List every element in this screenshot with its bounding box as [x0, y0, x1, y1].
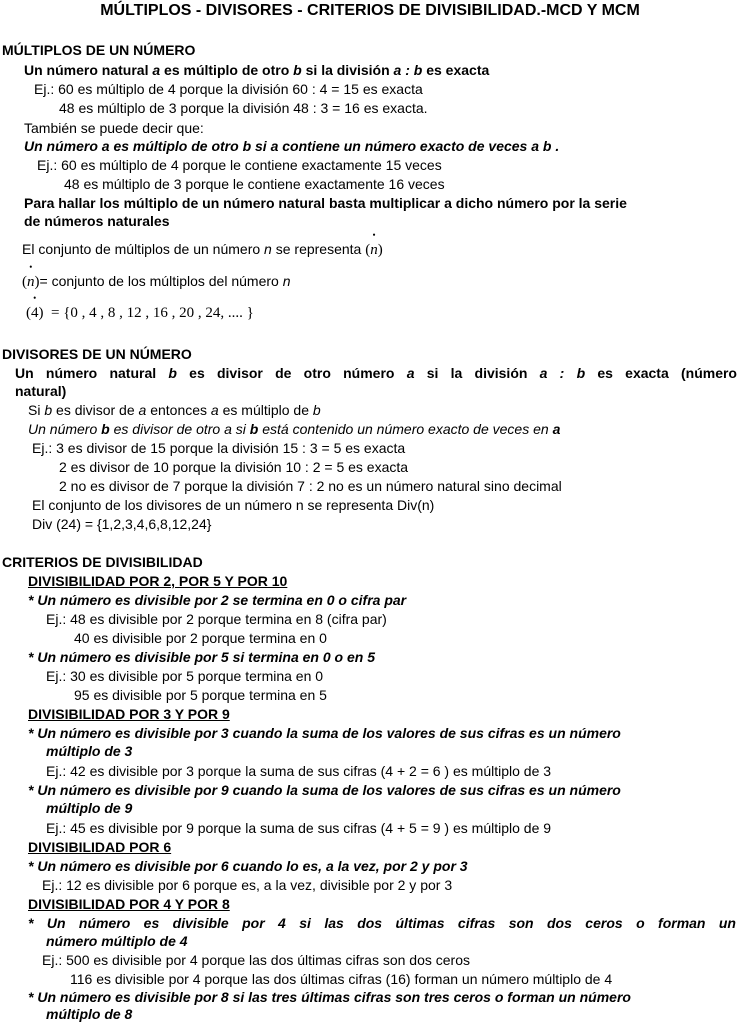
rule-div-6-example: Ej.: 12 es divisible por 6 porque es, a la vez, divisible por 2 y por 3: [42, 877, 453, 893]
rule-div-3-line-2: múltiplo de 3: [46, 743, 133, 759]
rule-div-5-example-1: Ej.: 30 es divisible por 5 porque termina en 0: [46, 668, 324, 684]
divisores-definition-line-1: Un número natural b es divisor de otro número a si la división a : b es exacta (número: [15, 365, 737, 381]
divisores-div24: Div (24) = {1,2,3,4,6,8,12,24}: [32, 516, 212, 532]
multiplos-example-1: Ej.: 60 es múltiplo de 4 porque la división 60 : 4 = 15 es exacta: [34, 81, 423, 97]
rule-div-4-line-2: número múltiplo de 4: [46, 933, 188, 949]
multiplos-set-representation: El conjunto de múltiplos de un número n se representa (• n): [22, 240, 383, 259]
section-heading-criterios: CRITERIOS DE DIVISIBILIDAD: [2, 554, 203, 570]
rule-div-5: * Un número es divisible por 5 si termina en 0 o en 5: [28, 649, 375, 665]
divisores-example-3: 2 no es divisor de 7 porque la división 7 : 2 no es un número natural sino decimal: [59, 478, 562, 494]
multiplos-notation-line: (• n)= conjunto de los múltiplos del número n: [22, 272, 291, 291]
rule-div-4-example-2: 116 es divisible por 4 porque las dos últimas cifras (16) forman un número múltiplo de 4: [70, 971, 613, 987]
rule-div-2: * Un número es divisible por 2 se termina en 0 o cifra par: [28, 592, 407, 608]
rule-div-3-example: Ej.: 42 es divisible por 3 porque la suma de sus cifras (4 + 2 = 6 ) es múltiplo de 3: [46, 763, 552, 779]
rule-div-3-line-1: * Un número es divisible por 3 cuando la suma de los valores de sus cifras es un número: [28, 725, 621, 741]
rule-div-9-line-2: múltiplo de 9: [46, 800, 133, 816]
rule-div-2-example-2: 40 es divisible por 2 porque termina en 0: [74, 630, 327, 646]
dot-notation-symbol: • n: [370, 241, 378, 259]
multiplos-example-4: 48 es múltiplo de 3 porque le contiene exactamente 16 veces: [64, 176, 445, 192]
multiplos-find-rule-1: Para hallar los múltiplo de un número natural basta multiplicar a dicho número por la serie: [24, 195, 627, 211]
subheading-div-2-5-10: DIVISIBILIDAD POR 2, POR 5 Y POR 10: [28, 573, 288, 589]
divisores-set-representation: El conjunto de los divisores de un número n se representa Div(n): [32, 497, 435, 513]
multiplos-of-four-set: (• 4) = {0 , 4 , 8 , 12 , 16 , 20 , 24, .... }: [26, 304, 254, 322]
multiplos-example-2: 48 es múltiplo de 3 porque la división 48 : 3 = 16 es exacta.: [59, 100, 428, 116]
multiplos-definition: Un número natural a es múltiplo de otro b si la división a : b es exacta: [24, 62, 490, 78]
rule-div-2-example-1: Ej.: 48 es divisible por 2 porque termina en 8 (cifra par): [46, 611, 387, 627]
divisores-example-1: Ej.: 3 es divisor de 15 porque la división 15 : 3 = 5 es exacta: [32, 440, 406, 456]
multiplos-example-3: Ej.: 60 es múltiplo de 4 porque le contiene exactamente 15 veces: [37, 157, 442, 173]
subheading-div-6: DIVISIBILIDAD POR 6: [28, 839, 172, 855]
section-heading-divisores: DIVISORES DE UN NÚMERO: [2, 346, 192, 362]
multiplos-also: También se puede decir que:: [24, 120, 204, 136]
divisores-relation: Si b es divisor de a entonces a es múltiplo de b: [28, 402, 321, 418]
rule-div-9-example: Ej.: 45 es divisible por 9 porque la suma de sus cifras (4 + 5 = 9 ) es múltiplo de 9: [46, 820, 552, 836]
divisores-definition-line-2: natural): [15, 383, 67, 399]
subheading-div-4-8: DIVISIBILIDAD POR 4 Y POR 8: [28, 896, 230, 912]
rule-div-8-line-1: * Un número es divisible por 8 si las tres últimas cifras son tres ceros o forman un número: [28, 989, 631, 1005]
rule-div-6: * Un número es divisible por 6 cuando lo es, a la vez, por 2 y por 3: [28, 858, 468, 874]
rule-div-8-line-2: múltiplo de 8: [46, 1006, 133, 1022]
multiplos-find-rule-2: de números naturales: [24, 213, 170, 229]
multiplos-definition-2: Un número a es múltiplo de otro b si a contiene un número exacto de veces a b .: [24, 138, 560, 154]
divisores-contained: Un número b es divisor de otro a si b está contenido un número exacto de veces en a: [28, 421, 561, 437]
rule-div-4-example-1: Ej.: 500 es divisible por 4 porque las dos últimas cifras son dos ceros: [42, 952, 470, 968]
divisores-example-2: 2 es divisor de 10 porque la división 10 : 2 = 5 es exacta: [59, 459, 409, 475]
section-heading-multiplos: MÚLTIPLOS DE UN NÚMERO: [2, 42, 196, 58]
rule-div-5-example-2: 95 es divisible por 5 porque termina en 5: [74, 687, 327, 703]
subheading-div-3-9: DIVISIBILIDAD POR 3 Y POR 9: [28, 706, 230, 722]
rule-div-4-line-1: * Un número es divisible por 4 si las dos últimas cifras son dos ceros o forman un: [28, 915, 736, 931]
rule-div-9-line-1: * Un número es divisible por 9 cuando la suma de los valores de sus cifras es un número: [28, 782, 621, 798]
page-title: MÚLTIPLOS - DIVISORES - CRITERIOS DE DIVISIBILIDAD.-MCD Y MCM: [100, 2, 640, 19]
